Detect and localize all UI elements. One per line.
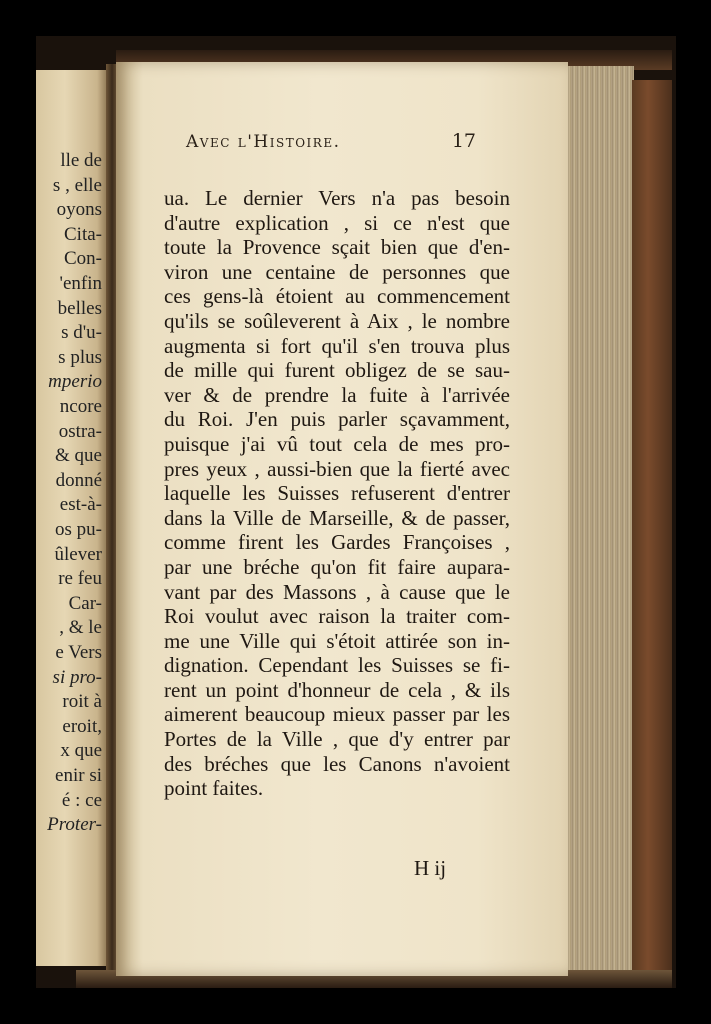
left-page-line: ûlever — [54, 543, 102, 565]
left-page-line: s d'u- — [61, 322, 102, 344]
body-line: comme firent les Gardes Françoises , — [164, 530, 510, 555]
running-head-title: Avec l'Histoire. — [186, 132, 341, 152]
body-line: ces gens-là étoient au commencement — [164, 284, 510, 309]
body-line: vant par des Massons , à cause que le — [164, 579, 510, 604]
body-line: laquelle les Suisses refuserent d'entrer — [164, 481, 510, 506]
signature-mark: H ij — [414, 856, 447, 880]
left-page-line: re feu — [58, 568, 102, 590]
left-page-line: mperio — [48, 371, 102, 393]
body-line: ver & de prendre la fuite à l'arrivée — [164, 382, 510, 407]
body-line: du Roi. J'en puis parler sçavamment, — [164, 407, 510, 432]
body-line: dignation. Cependant les Suisses se fi- — [164, 653, 510, 678]
left-page-line: é : ce — [61, 789, 102, 811]
left-page-line: os pu- — [55, 519, 102, 540]
left-page-line: s , elle — [52, 174, 102, 196]
left-page-line: lle de — [60, 150, 102, 171]
left-page-line: eroit, — [62, 715, 102, 737]
body-line: qu'ils se soûleverent à Aix , le nombre — [164, 308, 510, 333]
body-line: viron une centaine de personnes que — [164, 259, 510, 284]
left-page-line: roit à — [62, 691, 102, 713]
left-page-line: & que — [55, 445, 102, 467]
left-page-line: si pro- — [52, 666, 102, 688]
page-body-text — [164, 186, 510, 801]
left-page-line: e Vers — [55, 642, 102, 663]
body-line: de mille qui furent obligez de se sau- — [164, 358, 510, 383]
left-page-line: Proter- — [47, 814, 102, 836]
body-line: ua. Le dernier Vers n'a pas besoin — [164, 186, 510, 210]
left-page-line: est-à- — [59, 494, 102, 516]
left-page-line: Con- — [64, 248, 102, 270]
body-line: Portes de la Ville , que d'y entrer par — [164, 727, 510, 752]
body-line: rent un point d'honneur de cela , & ils — [164, 677, 510, 702]
left-page-line: x que — [60, 740, 102, 762]
body-line: d'autre explication , si ce n'est que — [164, 210, 510, 235]
page-fore-edge — [566, 66, 634, 970]
body-line: par une bréche qu'on fit faire aupara- — [164, 554, 510, 579]
page-number: 17 — [451, 130, 476, 152]
left-page-line: ncore — [59, 396, 102, 417]
body-line: me une Ville qui s'étoit attirée son in- — [164, 628, 510, 653]
body-line: aimerent beaucoup mieux passer par les — [164, 702, 510, 727]
body-line: des bréches que les Canons n'avoient — [164, 751, 510, 776]
left-page-line: enir si — [55, 765, 102, 786]
body-line: augmenta si fort qu'il s'en trouva plus — [164, 333, 510, 358]
left-page-line: s plus — [58, 346, 102, 368]
left-page-line: 'enfin — [59, 273, 102, 294]
book-photo — [36, 36, 676, 988]
body-line: puisque j'ai vû tout cela de mes pro- — [164, 431, 510, 456]
left-page-line: oyons — [56, 199, 102, 221]
left-page-line: donné — [55, 469, 102, 491]
body-line: toute la Provence sçait bien que d'en- — [164, 235, 510, 260]
left-page — [36, 70, 108, 966]
running-head — [186, 132, 516, 152]
left-page-line: ostra- — [58, 420, 102, 442]
body-line: Roi voulut avec raison la traiter com- — [164, 604, 510, 629]
book-cover-edge — [632, 80, 672, 972]
left-page-line: Car- — [68, 592, 102, 614]
left-page-line: , & le — [59, 617, 102, 639]
body-line: pres yeux , aussi-bien que la fierté avec — [164, 456, 510, 481]
left-page-line: Cita- — [64, 223, 102, 245]
left-page-line: belles — [57, 297, 102, 319]
body-line: dans la Ville de Marseille, & de passer, — [164, 505, 510, 530]
body-line: point faites. — [164, 776, 264, 801]
